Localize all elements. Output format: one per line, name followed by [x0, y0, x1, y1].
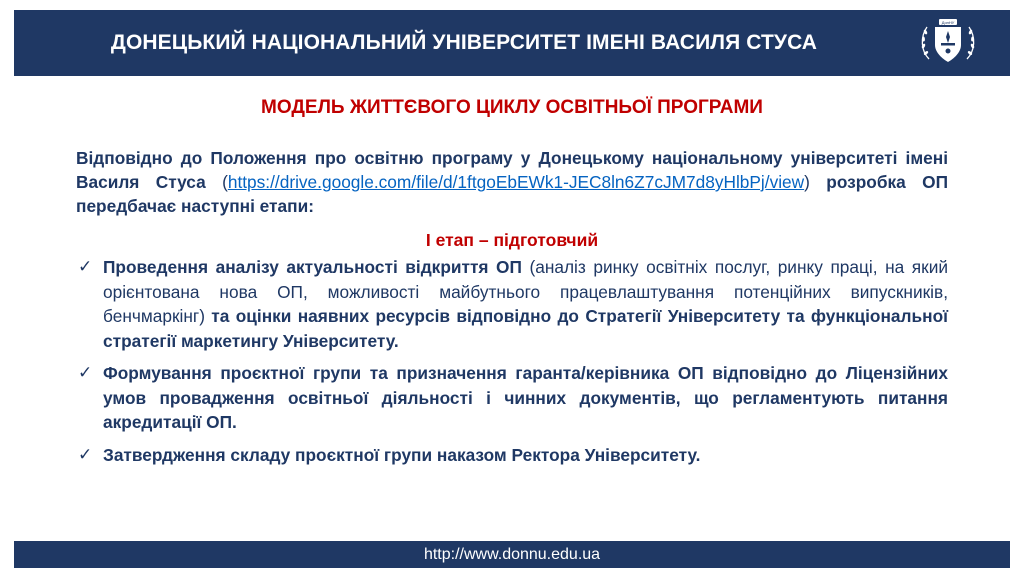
- item-plain-text: (аналіз ринку освітніх послуг, ринку праці, на який орієнтована нова ОП, можливості майбутнього працевлаштування потенційних випускників, бенчмаркінг): [103, 257, 949, 326]
- item-text: [103, 255, 948, 353]
- university-emblem-icon: [917, 13, 979, 73]
- regulation-link[interactable]: https://drive.google.com/file/d/1ftgoEbEWk1-JEC8ln6Z7cJM7d8yHlbPj/view: [227, 172, 805, 192]
- slide-subtitle: МОДЕЛЬ ЖИТТЄВОГО ЦИКЛУ ОСВІТНЬОЇ ПРОГРАМИ: [261, 97, 763, 118]
- intro-lead: Відповідно до Положення про освітню програму у Донецькому національному університеті імені Василя Стуса: [76, 148, 948, 192]
- check-icon: ✓: [78, 363, 93, 382]
- university-title: ДОНЕЦЬКИЙ НАЦІОНАЛЬНИЙ УНІВЕРСИТЕТ ІМЕНІ ВАСИЛЯ СТУСА: [110, 31, 818, 54]
- list-item: [78, 255, 948, 353]
- item-bold-text: Формування проєктної групи та призначення гаранта/керівника ОП відповідно до Ліцензійних умов провадження освітньої діяльності і чинних документів, що регламентують питання акредитації ОП.: [103, 363, 948, 432]
- footer-url[interactable]: http://www.donnu.edu.ua: [423, 545, 601, 563]
- intro-tail: розробка ОП передбачає наступні етапи:: [76, 172, 948, 216]
- list-item: [78, 443, 948, 468]
- link-open-paren: (: [205, 172, 228, 192]
- stage-items-list: [78, 255, 948, 475]
- item-bold-text: Затвердження складу проєктної групи наказом Ректора Університету.: [103, 444, 701, 465]
- header-bar: [14, 10, 1010, 76]
- item-bold-text: Проведення аналізу актуальності відкриття ОП: [103, 257, 522, 277]
- check-icon: ✓: [78, 444, 93, 464]
- item-bold-text: та оцінки наявних ресурсів відповідно до Стратегії Університету та функціональної стратегії маркетингу Університету.: [103, 306, 948, 351]
- check-icon: ✓: [78, 257, 93, 276]
- stage-title: І етап – підготовчий: [425, 230, 599, 250]
- svg-text:ДонНУ: ДонНУ: [941, 20, 955, 25]
- list-item: [78, 361, 948, 435]
- link-close-paren: ): [804, 172, 810, 192]
- item-text: [103, 443, 948, 468]
- item-text: [103, 361, 948, 435]
- intro-paragraph: [76, 146, 948, 218]
- footer-bar: [14, 541, 1010, 568]
